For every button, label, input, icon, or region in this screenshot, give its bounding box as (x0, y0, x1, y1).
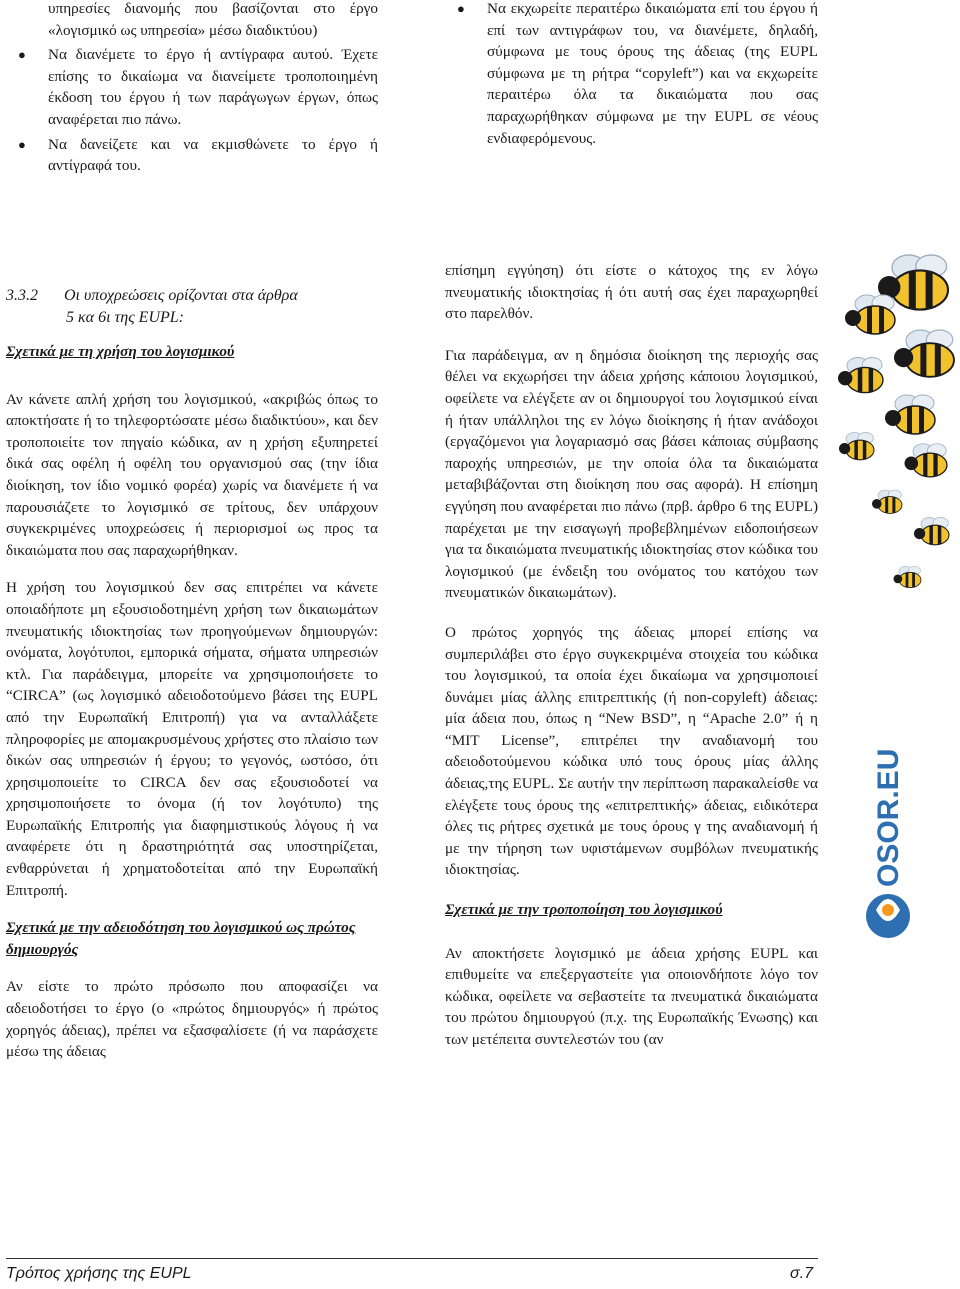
paragraph: επίσημη εγγύηση) ότι είστε ο κάτοχος της εν λόγω πνευματικής ιδιοκτησίας ή ότι αυτή σας έχει παραχωρηθεί στο παρελθόν. (445, 262, 818, 323)
top-left-bullets (6, 0, 378, 177)
section-title-line1: Οι υποχρεώσεις ορίζονται στα άρθρα (64, 287, 298, 304)
section-heading (6, 285, 378, 329)
right-column (445, 260, 818, 1065)
subheading-use: Σχετικά με τη χρήση του λογισμικού (6, 343, 235, 360)
list-item-text: Να εκχωρείτε περαιτέρω δικαιώματα επί του έργου ή επί των αντιγράφων του, να διανέμετε, δηλαδή, σύμφωνα με τους όρους της άδειας (της EUPL σύμφωνα με τη ρήτρα “copyleft”) και να εκχωρείτε περαιτέρω όλα τα δικαιώματα που σας παραχωρήθηκαν σύμφωνα με την EUPL σε νέους ενδιαφερόμενους. (487, 0, 818, 147)
page-number: σ.7 (790, 1265, 813, 1282)
paragraph: Ο πρώτος χορηγός της άδειας μπορεί επίσης να συμπεριλάβει στο έργο συγκεκριμένα στοιχεία του κώδικα του λογισμικού, τα οποία έχει δικαίωμα να χρησιμοποιεί δυνάμει μίας άλλης επιτρεπτικής (ή non-copyleft) άδειας: μία άδεια που, όπως η “New BSD”, η “Apache 2.0” ή η “MIT License”, επιτρέπει την αναδιανομή του αδειοδοτούμενου κώδικα υπό τους όρους μίας άλλης άδειας,της EUPL. Σε αυτήν την περίπτωση παρακαλείσθε να ελέγξετε τους όρους της «επιτρεπτικής» άδειας, ειδικότερα όλες τις ρήτρες σχετικά με τους όρους γ της αναδιανομή ή με την τήρηση των υφιστάμενων συμβόλων πνευματικής ιδιοκτησίας. (445, 623, 818, 879)
bee-icon (872, 490, 902, 513)
bee-icon (839, 433, 874, 460)
footer-divider (6, 1258, 818, 1259)
list-item-text: Να διανέμετε το έργο ή αντίγραφα αυτού. Έχετε επίσης το δικαίωμα να διανείμετε τροποποιημένη έκδοση του έργου ή των παράγωγων έργων, όπως αναφέρεται πιο πάνω. (48, 46, 378, 128)
osor-logo-text: OSOR.EU (872, 748, 905, 887)
footer-title: Τρόπος χρήσης της EUPL (6, 1265, 192, 1282)
left-column (6, 285, 378, 1077)
top-right-bullets (445, 0, 818, 149)
osor-logo (848, 748, 928, 950)
bee-icon (905, 444, 948, 477)
section-title-line2: 5 κα 6ι της EUPL: (66, 309, 185, 326)
paragraph: Αν κάνετε απλή χρήση του λογισμικού, «ακριβώς όπως το αποκτήσατε ή το τηλεφορτώσατε μέσω διαδικτύου», και δεν τροποποιείτε τον πηγαίο κώδικα, αν η χρήση εξυπηρετεί δικά σας οφέλη ή οφέλη του οργανισμού σας (την ίδια διοίκηση, τον ίδιο νομικό φορέα) χωρίς να διανέμετε ή να παρουσιάζετε το λογισμικό σε τρίτους, δεν υπάρχουν συγκεκριμένες υποχρεώσεις ή περιορισμοί ως προς τα δικαιώματα που σας παραχωρήθηκαν. (6, 390, 378, 559)
list-item (18, 134, 378, 177)
subheading-modify: Σχετικά με την τροποποίηση του λογισμικού (445, 901, 723, 919)
bullet-icon: ● (18, 47, 26, 63)
list-item (48, 0, 378, 41)
bee-icon (894, 566, 922, 587)
list-item (18, 44, 378, 130)
section-number: 3.3.2 (6, 287, 38, 304)
bee-icon (894, 330, 954, 377)
paragraph: Αν αποκτήσετε λογισμικό με άδεια χρήσης EUPL και επιθυμείτε να επεξεργαστείτε για οποιονδήποτε λόγο τον κώδικα, οφείλετε να σεβαστείτε τα πνευματικά δικαιώματα του πρώτου δημιουργού (π.χ. της Ευρωπαϊκής Ένωσης) και των μετέπειτα συντελεστών του (αν (445, 944, 818, 1048)
list-item (457, 0, 818, 149)
bee-icon (885, 395, 935, 434)
paragraph: Αν είστε το πρώτο πρόσωπο που αποφασίζει να αδειοδοτήσει το έργο (ο «πρώτος δημιουργός» ή πρώτος χορηγός άδειας), πρέπει να εξασφαλίσετε (ή να παράσχετε μέσω της άδειας (6, 978, 378, 1061)
bee-icon (845, 295, 895, 334)
bees-illustration (820, 250, 960, 750)
bee-icon (838, 358, 883, 393)
subheading-licensing: Σχετικά με την αδειοδότηση του λογισμικού ως πρώτος δημιουργός (6, 919, 356, 958)
list-item-text: υπηρεσίες διανομής που βασίζονται στο έργο «λογισμικό ως υπηρεσία» μέσω διαδικτύου) (48, 0, 378, 39)
bee-icon (914, 518, 949, 545)
paragraph: Η χρήση του λογισμικού δεν σας επιτρέπει να κάνετε οποιαδήποτε μη εξουσιοδοτημένη χρήση των δικαιωμάτων πνευματικής ιδιοκτησίας των προηγούμενων δημιουργών: ονόματα, λογότυποι, εμπορικά σήματα, σήματα υπηρεσιών κτλ. Για παράδειγμα, μπορείτε να χρησιμοποιήσετε το “CIRCA” (ως λογισμικό αδειοδοτούμενο βάσει της EUPL από την Ευρωπαϊκή Επιτροπή) για να ανταλλάξετε πληροφορίες με απομακρυσμένους χρήστες στο πλαίσιο των δικών σας υπηρεσιών ή έργου; το γεγονός, ωστόσο, ότι χρησιμοποιείτε το CIRCA δεν σας εξουσιοδοτεί να χρησιμοποιήσετε το όνομα (ή τον λογότυπο) της Ευρωπαϊκής Επιτροπής για διαφημιστικούς λόγους ή να αναφέρετε ότι η δραστηριότητά σας υποστηρίζεται, ενθαρρύνεται ή χρηματοδοτείται από την Ευρωπαϊκή Επιτροπή. (6, 579, 378, 899)
paragraph: Για παράδειγμα, αν η δημόσια διοίκηση της περιοχής σας θέλει να εκχωρήσει την άδεια χρήσης κάποιου λογισμικού, οφείλετε να ελέγξετε αν οι δημιουργοί του λογισμικού είναι ή ήταν υπάλληλοι της εν λόγω διοίκησης ή ήταν ανάδοχοι (εργαζόμενοι για λογαριασμό σας βάσει κάποιας σύμβασης παροχής υπηρεσιών, με την οποία όλα τα δικαιώματα μεταβιβάζονται στη διοίκηση που σας αφορά). Η επίσημη εγγύηση που αναφέρεται πιο πάνω (πρβ. άρθρο 6 της EUPL) παρέχεται με την εισαγωγή προβεβλημένων ειδοποιήσεων για τα δικαιώματα πνευματικής ιδιοκτησίας στον κώδικα του λογισμικού (με ένδειξη του ονόματος του κατόχου των πνευματικών δικαιωμάτων). (445, 346, 818, 602)
list-item-text: Να δανείζετε και να εκμισθώνετε το έργο ή αντίγραφά του. (48, 135, 378, 175)
bullet-icon: ● (18, 136, 26, 152)
bullet-icon: ● (457, 1, 465, 16)
